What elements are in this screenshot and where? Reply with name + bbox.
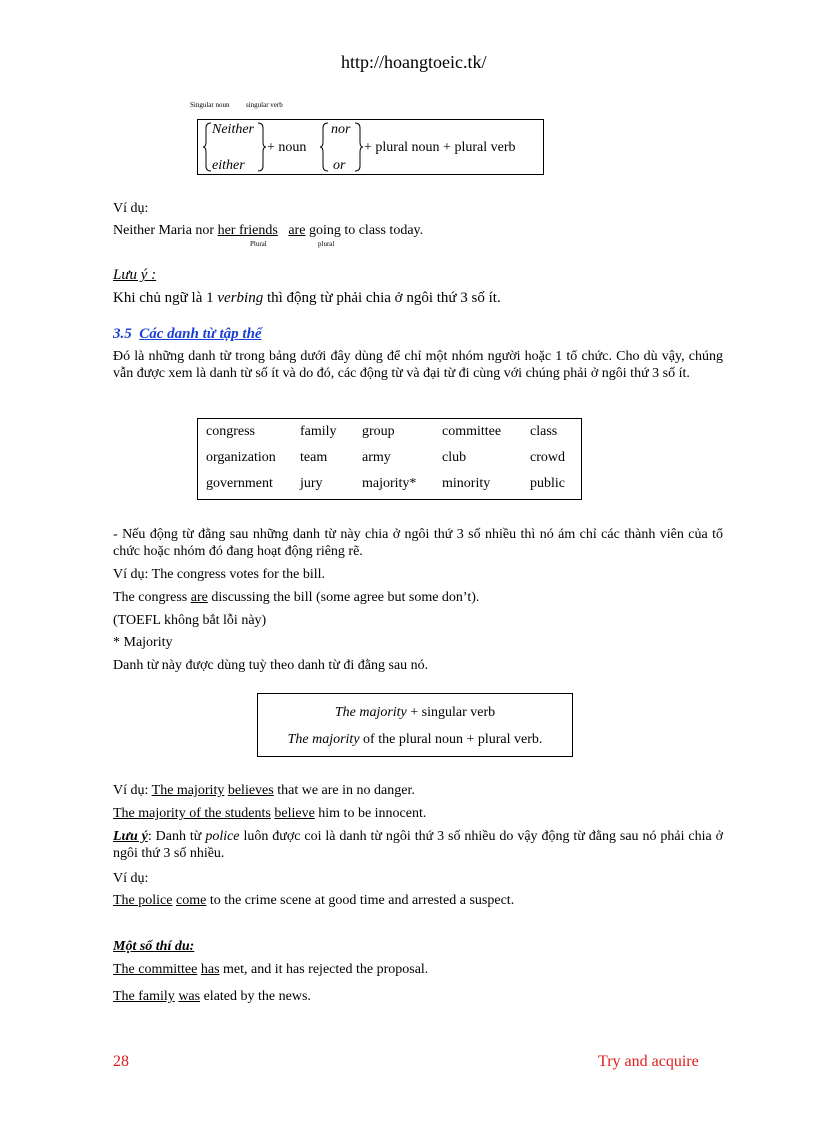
more-ex2-verb: was	[178, 989, 201, 1004]
formula-or: or	[333, 158, 346, 173]
congress-suffix: discussing the bill (some agree but some don’t).	[211, 590, 480, 605]
formula-neither: Neither	[212, 122, 254, 137]
example1-sentence	[113, 222, 423, 240]
majority-ex1-rest: that we are in no danger.	[277, 783, 415, 798]
example1-subject: her friends	[217, 223, 278, 238]
noun-table-cell: organization	[206, 450, 276, 465]
police-ex-verb: come	[175, 893, 207, 908]
majority-rule-1-rest: + singular verb	[410, 705, 496, 720]
example1-prefix: Neither Maria nor	[113, 223, 215, 238]
police-note	[113, 828, 723, 862]
noun-table-cell: crowd	[530, 450, 565, 465]
police-note-title: Lưu ý	[113, 829, 148, 844]
note1-italic: verbing	[217, 290, 264, 306]
more-example-1	[113, 961, 428, 979]
more-example-2	[113, 988, 311, 1006]
noun-table-cell: committee	[442, 424, 502, 439]
police-note-italic: police	[205, 829, 240, 844]
example1-verb: are	[288, 223, 306, 238]
example1-plural-verb-label: plural	[318, 240, 335, 248]
congress-verb: are	[190, 590, 208, 605]
example1-suffix: going to class today.	[308, 223, 424, 238]
formula-label-singular-noun: Singular noun	[190, 101, 230, 109]
noun-table-cell: congress	[206, 424, 255, 439]
noun-table-row	[206, 445, 580, 471]
note1-before: Khi chủ ngữ là 1	[113, 290, 214, 306]
formula-label-singular-verb: singular verb	[246, 101, 283, 109]
more-ex1-subject: The committee	[113, 962, 198, 977]
note1-text	[113, 289, 501, 307]
majority-ex1-verb: believes	[227, 783, 274, 798]
more-ex1-rest: met, and it has rejected the proposal.	[223, 962, 429, 977]
majority-ex-label: Ví dụ:	[113, 783, 149, 798]
noun-table-row	[206, 471, 580, 497]
more-ex2-rest: elated by the news.	[203, 989, 311, 1004]
police-ex-subject: The police	[113, 893, 173, 908]
police-ex-label: Ví dụ:	[113, 871, 149, 886]
noun-table-cell: government	[206, 476, 273, 491]
note1-title: Lưu ý :	[113, 267, 157, 283]
plural-note: - Nếu động từ đằng sau những danh từ này chia ở ngôi thứ 3 số nhiều thì nó ám chỉ các thành viên của tổ chức hoặc nhóm đó đang hoạt động riêng rẽ.	[113, 527, 723, 559]
formula-either: either	[212, 158, 245, 173]
majority-ex1-subject: The majority	[151, 783, 225, 798]
majority-box	[257, 693, 573, 757]
right-brace-icon	[257, 122, 267, 172]
police-note-a: : Danh từ	[147, 829, 202, 844]
example1-plural-label: Plural	[250, 240, 267, 248]
formula-box	[197, 119, 544, 175]
left-brace-icon	[202, 122, 212, 172]
congress-prefix: The congress	[113, 590, 188, 605]
noun-table-cell: group	[362, 424, 395, 439]
section-heading	[113, 326, 262, 343]
congress-example: Ví dụ: The congress votes for the bill.	[113, 567, 326, 582]
majority-rule-2-rest: of the plural noun + plural verb.	[363, 732, 543, 747]
congress-example-2	[113, 589, 479, 607]
majority-ex2-subject: The majority of the students	[113, 806, 271, 821]
formula-plus-noun: + noun	[267, 140, 307, 155]
section-title[interactable]: Các danh từ tập thể	[139, 326, 262, 342]
formula-nor: nor	[331, 122, 351, 137]
majority-ex2-rest: him to be innocent.	[318, 806, 427, 821]
right-brace-icon	[354, 122, 364, 172]
police-note-b: luôn được coi là danh từ ngôi thứ 3 số nhiều do vậy động từ đằng sau nó phải chia ở ngôi thứ 3 số nhiều.	[113, 829, 724, 861]
header-url: http://hoangtoeic.tk/	[341, 52, 487, 72]
majority-desc: Danh từ này được dùng tuỳ theo danh từ đi đằng sau nó.	[113, 658, 429, 673]
toefl-note: (TOEFL không bắt lỗi này)	[113, 613, 267, 628]
footer-slogan: Try and acquire	[598, 1053, 699, 1070]
noun-table-cell: family	[300, 424, 337, 439]
noun-table-cell: majority*	[362, 476, 417, 491]
formula-plus-plural: + plural noun + plural verb	[364, 140, 516, 155]
majority-example-1	[113, 782, 415, 800]
noun-table-box	[197, 418, 582, 500]
majority-rule-1-italic: The majority	[334, 705, 407, 720]
more-ex1-verb: has	[200, 962, 220, 977]
majority-rule-2	[258, 731, 572, 749]
left-brace-icon	[319, 122, 329, 172]
more-examples-title: Một số thí du:	[113, 939, 195, 954]
note1-after: thì động từ phải chia ở ngôi thứ 3 số ít.	[266, 290, 501, 306]
majority-ex2-verb: believe	[274, 806, 315, 821]
page-number: 28	[113, 1053, 129, 1070]
more-ex2-subject: The family	[113, 989, 175, 1004]
noun-table-cell: club	[442, 450, 467, 465]
section-number: 3.5	[113, 326, 132, 342]
police-ex-rest: to the crime scene at good time and arrested a suspect.	[209, 893, 515, 908]
majority-rule-1	[258, 704, 572, 722]
noun-table-cell: class	[530, 424, 558, 439]
majority-example-2	[113, 805, 426, 823]
noun-table-cell: jury	[300, 476, 323, 491]
noun-table	[206, 419, 580, 497]
noun-table-cell: army	[362, 450, 391, 465]
majority-rule-2-italic: The majority	[287, 732, 360, 747]
section-intro: Đó là những danh từ trong bảng dưới đây dùng để chỉ một nhóm người hoặc 1 tổ chức. Cho dù vậy, chúng vẫn được xem là danh từ số ít và do đó, các động từ và đại từ đi cùng với chúng phải ở ngôi thứ 3 số ít.	[113, 349, 723, 381]
majority-heading: * Majority	[113, 635, 173, 650]
noun-table-cell: team	[300, 450, 328, 465]
example1-label: Ví dụ:	[113, 201, 149, 216]
noun-table-cell: public	[530, 476, 565, 491]
police-example	[113, 892, 514, 910]
noun-table-row	[206, 419, 580, 445]
noun-table-cell: minority	[442, 476, 491, 491]
